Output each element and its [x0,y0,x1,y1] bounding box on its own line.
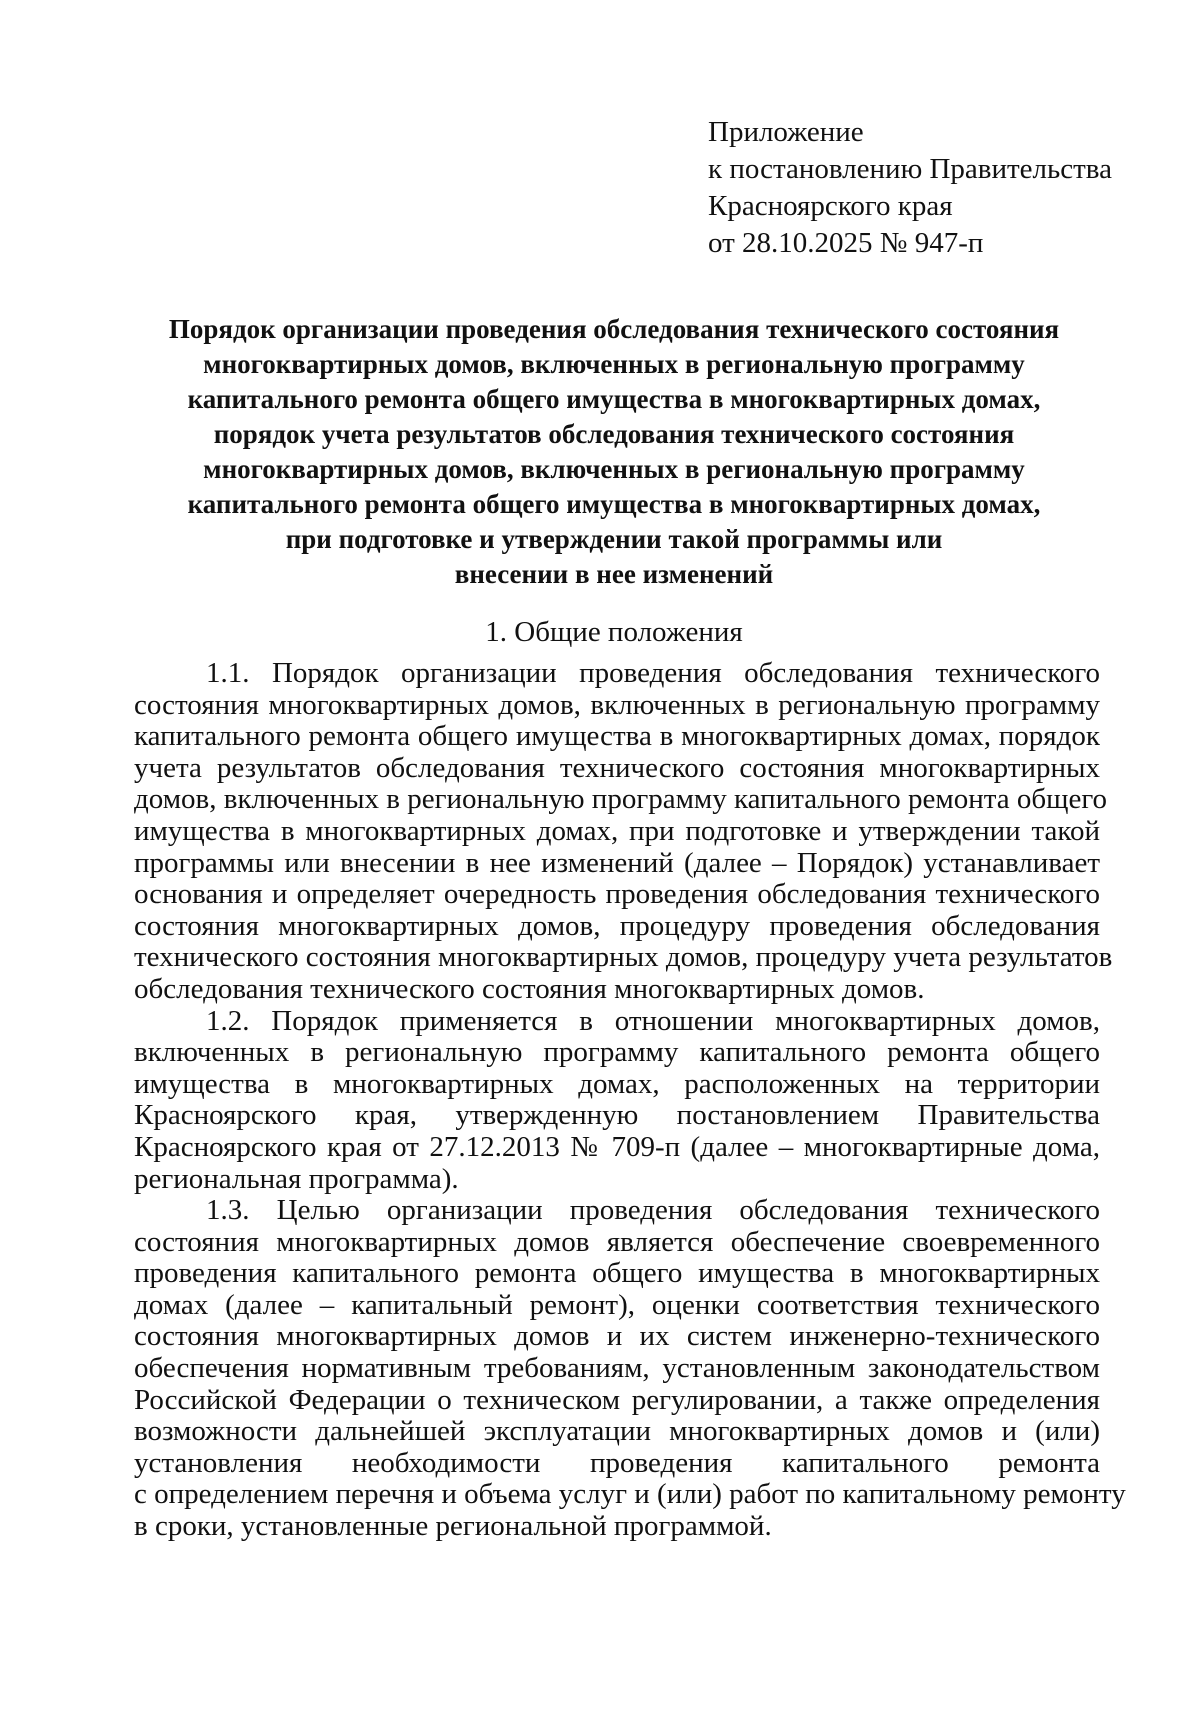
paragraph-1-3 [134,1194,1126,1543]
title-line: порядок учета результатов обследования технического состояния [213,419,1015,449]
paragraph-line: Красноярского края от 27.12.2013 № 709-п (далее – многоквартирные дома, [134,1130,1100,1163]
paragraph-line: в сроки, установленные региональной программой. [134,1510,772,1543]
paragraph-line: 1.3. Целью организации проведения обследования технического [206,1194,1100,1227]
paragraph-line: состояния многоквартирных домов, включенных в региональную программу [134,688,1100,721]
paragraph-line: с определением перечня и объема услуг и (или) работ по капитальному ремонту [134,1478,1126,1511]
appendix-line: Приложение [708,116,864,148]
paragraph-line: обеспечения нормативным требованиям, установленным законодательством [134,1352,1100,1385]
title-line: внесении в нее изменений [454,559,774,589]
title-line: при подготовке и утверждении такой программы или [285,524,943,554]
paragraph-1-1 [134,657,1113,1006]
title-line: многоквартирных домов, включенных в региональную программу [203,454,1025,484]
paragraph-line: капитального ремонта общего имущества в многоквартирных домах, порядок [134,720,1100,753]
paragraph-line: обследования технического состояния многоквартирных домов. [134,972,925,1005]
paragraph-line: включенных в региональную программу капитального ремонта общего [134,1036,1100,1069]
paragraph-line: имущества в многоквартирных домах, расположенных на территории [134,1067,1100,1100]
document-title [136,312,1092,592]
paragraph-line: домах (далее – капитальный ремонт), оценки соответствия технического [134,1288,1100,1321]
paragraph-line: состояния многоквартирных домов, процедуру проведения обследования [134,909,1100,942]
appendix-line: Красноярского края [708,190,953,222]
paragraph-line: состояния многоквартирных домов является обеспечение своевременного [134,1225,1100,1258]
paragraph-line: учета результатов обследования технического состояния многоквартирных [134,751,1100,784]
paragraph-line: установления необходимости проведения капитального ремонта [134,1446,1100,1479]
appendix-line: к постановлению Правительства [708,153,1112,185]
appendix-block [708,114,1112,262]
title-line: многоквартирных домов, включенных в региональную программу [203,349,1025,379]
paragraph-line: состояния многоквартирных домов и их систем инженерно-технического [134,1320,1100,1353]
paragraph-line: технического состояния многоквартирных домов, процедуру учета результатов [134,941,1113,974]
appendix-line: от 28.10.2025 № 947-п [708,227,984,259]
title-line: капитального ремонта общего имущества в многоквартирных домах, [187,384,1041,414]
paragraph-line: Российской Федерации о техническом регулировании, а также определения [134,1383,1100,1416]
paragraph-line: Красноярского края, утвержденную постановлением Правительства [134,1099,1100,1132]
paragraph-1-2 [134,1006,1100,1196]
paragraph-line: основания и определяет очередность проведения обследования технического [134,878,1100,911]
paragraph-line: региональная программа). [134,1162,459,1195]
title-line: капитального ремонта общего имущества в многоквартирных домах, [187,489,1041,519]
section-heading: 1. Общие положения [485,616,743,648]
document-body [134,657,1126,1543]
paragraph-line: возможности дальнейшей эксплуатации многоквартирных домов и (или) [134,1415,1100,1448]
paragraph-line: имущества в многоквартирных домах, при подготовке и утверждении такой [134,814,1100,847]
title-line: Порядок организации проведения обследования технического состояния [168,314,1060,344]
paragraph-line: проведения капитального ремонта общего имущества в многоквартирных [134,1257,1100,1290]
paragraph-line: программы или внесении в нее изменений (далее – Порядок) устанавливает [134,846,1100,879]
paragraph-line: 1.2. Порядок применяется в отношении многоквартирных домов, [206,1004,1100,1037]
paragraph-line: домов, включенных в региональную программу капитального ремонта общего [134,783,1108,816]
paragraph-line: 1.1. Порядок организации проведения обследования технического [206,657,1100,689]
